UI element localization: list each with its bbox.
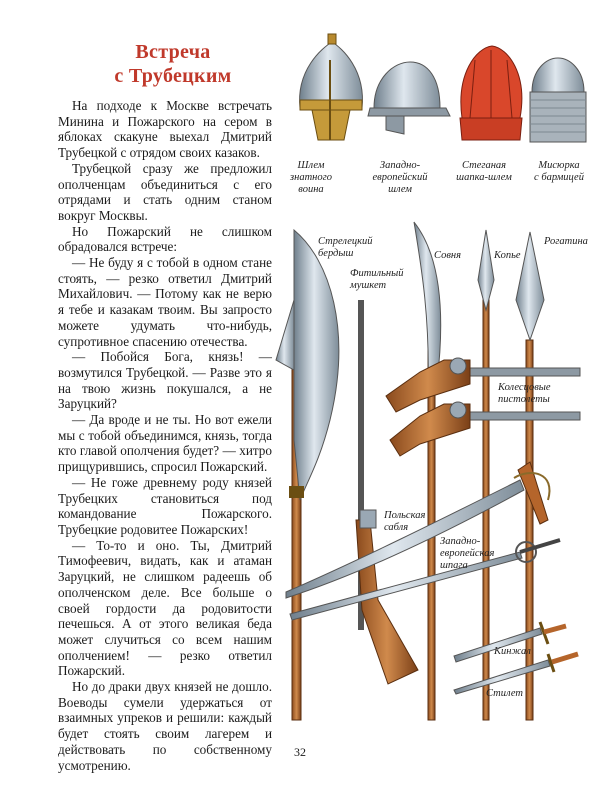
paragraph: — Побойся Бога, князь! — возмутился Трубецкой. — Разве это я на твою жизнь покушался, а не Заруцкий? [58, 349, 272, 412]
helmet-quilted-icon [460, 46, 522, 140]
paragraph: Но Пожарский не слишком обрадовался встрече: [58, 223, 272, 255]
label-sabre: Польская сабля [384, 510, 426, 533]
helmet-western-icon [368, 62, 450, 134]
label-pistols: Колесцовые пистолеты [498, 382, 551, 405]
label-kopye: Копье [494, 250, 521, 261]
title-line-1: Встреча [135, 41, 211, 63]
label-dagger: Кинжал [494, 646, 531, 657]
label-rogatina: Рогатина [544, 236, 588, 247]
paragraph: — Не гоже древнему роду князей Трубецких становиться под командование Пожарского. Трубецкие родовитее Пожарских! [58, 474, 272, 537]
paragraph: Трубецкой сразу же предложил ополченцам объединиться с его отрядами и стать одним станом вокруг Москвы. [58, 160, 272, 223]
paragraph: — То-то и оно. Ты, Дмитрий Тимофеевич, видать, как и атаман Заруцкий, не слишком радеешь об ополченском деле. Все больше о своей гордости да родовитости печешься. А от этого великая беда может случиться со всем нашим ополчением! — резко ответил Пожарский. [58, 537, 272, 679]
label-musket: Фитильный мушкет [350, 268, 404, 291]
musket-icon [356, 300, 418, 684]
label-berdysh: Стрелецкий бердыш [318, 236, 373, 259]
paragraph: — Да вроде и не ты. Но вот ежели мы с тобой объединимся, князь, тогда кто главой ополчения будет? — хитро прищурившись, спросил Пожарский. [58, 412, 272, 475]
page-number: 32 [294, 745, 306, 759]
label-stiletto: Стилет [486, 688, 523, 699]
paragraph: — Не буду я с тобой в одном стане стоять, — резко ответил Дмитрий Михайлович. — Потому как не верю я тебе и казакам твоим. Вы запросто можете удумать что-нибудь, супротивное спасению отечества. [58, 255, 272, 349]
label-quilted-helmet: Стеганая шапка-шлем [456, 160, 512, 183]
label-sovnya: Совня [434, 250, 461, 261]
label-misyurka: Мисюрка с бармицей [534, 160, 584, 183]
helmet-noble-icon [300, 34, 363, 140]
helmet-misyurka-icon [530, 58, 586, 142]
label-rapier: Западно- европейская шпага [440, 536, 495, 571]
label-noble-helmet: Шлем знатного воина [290, 160, 332, 195]
paragraph: Но до драки двух князей не дошло. Воеводы сумели удержаться от взаимных упреков и решили: каждый будет стоять своим лагерем и действовать по собственному усмотрению. [58, 679, 272, 773]
label-western-helmet: Западно- европейский шлем [372, 160, 428, 195]
title-line-2: с Трубецким [114, 65, 232, 87]
paragraph: На подходе к Москве встречать Минина и Пожарского на сером в яблоках скакуне выехал Дмитрий Трубецкой с отрядом своих казаков. [58, 98, 272, 161]
sovnya-icon [414, 222, 441, 720]
berdysh-icon [276, 230, 339, 720]
